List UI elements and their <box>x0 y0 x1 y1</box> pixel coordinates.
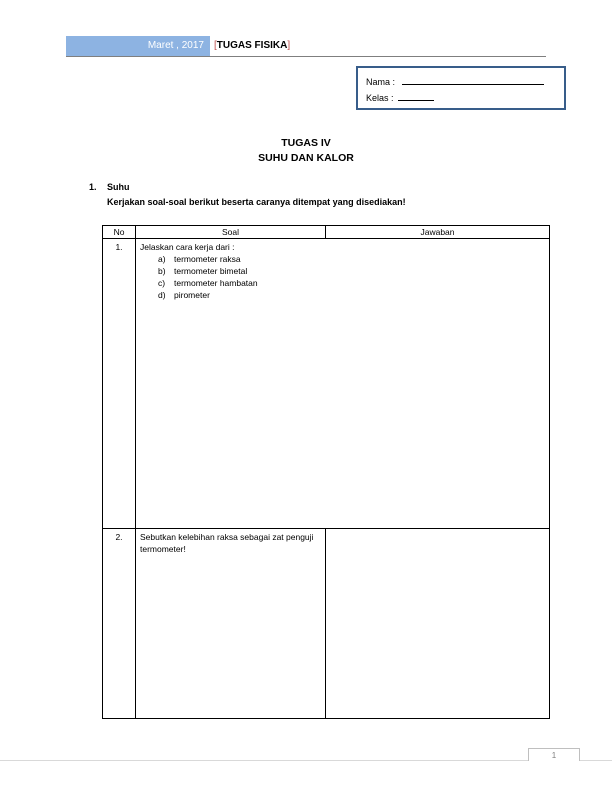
document-subtitle: SUHU DAN KALOR <box>258 152 354 164</box>
row-number: 2. <box>103 529 136 719</box>
header-divider <box>66 56 546 57</box>
list-item: d) pirometer <box>158 290 210 300</box>
name-row <box>366 75 544 87</box>
class-row <box>366 91 434 103</box>
header-soal: Soal <box>136 226 326 239</box>
bracket-open: [ <box>214 40 217 51</box>
document-title: TUGAS IV <box>281 137 331 149</box>
name-label: Nama : <box>366 77 396 87</box>
list-item: a) termometer raksa <box>158 254 241 264</box>
name-blank-line[interactable] <box>402 75 544 85</box>
list-item: b) termometer bimetal <box>158 266 248 276</box>
question-text: Jelaskan cara kerja dari : <box>140 242 235 252</box>
options-list <box>140 253 545 301</box>
header-jawaban: Jawaban <box>326 226 550 239</box>
table-row <box>103 239 550 529</box>
question-cell <box>136 239 550 529</box>
table-row <box>103 529 550 719</box>
footer-divider <box>0 760 612 761</box>
answer-cell[interactable] <box>326 529 550 719</box>
list-item: c) termometer hambatan <box>158 278 258 288</box>
question-cell <box>136 529 326 719</box>
class-label: Kelas : <box>366 93 394 103</box>
page-number: 1 <box>528 748 580 761</box>
bracket-close: ] <box>287 40 291 51</box>
question-text: Sebutkan kelebihan raksa sebagai zat penguji termometer! <box>140 532 314 554</box>
header-no: No <box>103 226 136 239</box>
section-instruction: Kerjakan soal-soal berikut beserta caranya ditempat yang disediakan! <box>107 197 406 207</box>
header-date: Maret , 2017 <box>66 36 210 56</box>
question-table <box>102 225 550 719</box>
header-subject <box>214 36 290 56</box>
class-blank-line[interactable] <box>398 91 434 101</box>
table-header-row <box>103 226 550 239</box>
header-subject-text: TUGAS FISIKA <box>216 40 288 51</box>
section-title: Suhu <box>107 182 130 192</box>
row-number: 1. <box>103 239 136 529</box>
identity-box <box>356 66 566 110</box>
section-number: 1. <box>89 182 97 192</box>
